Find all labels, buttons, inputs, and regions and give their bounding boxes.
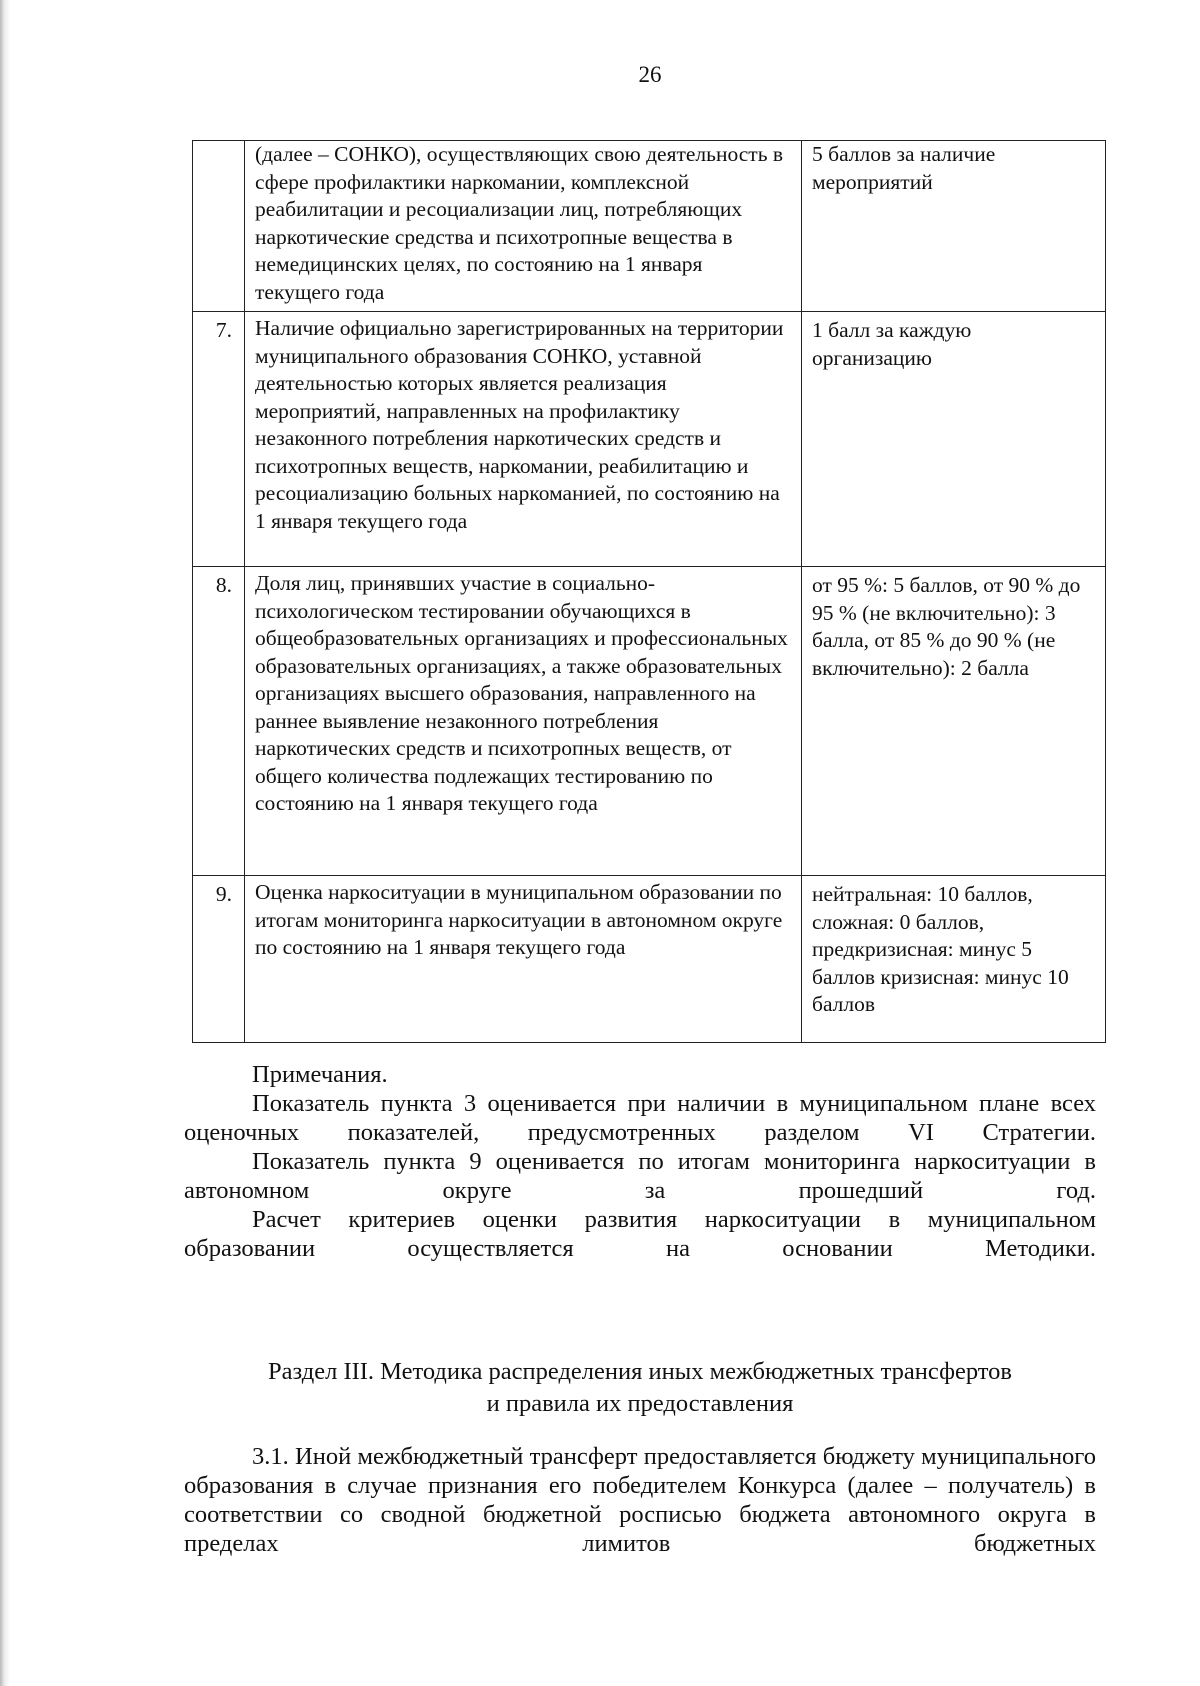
table-row (193, 876, 1106, 1043)
row-number: 9. (193, 876, 245, 1043)
row-number: 7. (193, 312, 245, 567)
row-number: 8. (193, 567, 245, 876)
score-cell: 1 балл за каждую организацию (802, 312, 1106, 567)
score-cell: 5 баллов за наличие мероприятий (802, 141, 1106, 312)
criterion-cell: Наличие официально зарегистрированных на территории муниципального образования СОНКО, уставной деятельностью которых является реализация мероприятий, направленных на профилактику незаконного потребления наркотических средств и психотропных веществ, наркомании, реабилитацию и ресоциализацию больных наркоманией, по состоянию на 1 января текущего года (245, 312, 802, 567)
table-row (193, 141, 1106, 312)
notes-block (184, 1060, 1096, 1263)
note-paragraph: Расчет критериев оценки развития наркоситуации в муниципальном образовании осуществляется на основании Методики. (184, 1206, 1096, 1262)
criteria-table (192, 140, 1106, 1043)
criterion-cell: Оценка наркоситуации в муниципальном образовании по итогам мониторинга наркоситуации в автономном округе по состоянию на 1 января текущего года (245, 876, 802, 1043)
section-title-line: Раздел III. Методика распределения иных межбюджетных трансфертов (268, 1358, 1012, 1385)
criterion-cell: (далее – СОНКО), осуществляющих свою деятельность в сфере профилактики наркомании, комплексной реабилитации и ресоциализации лиц, потребляющих наркотические средства и психотропные вещества в немедицинских целях, по состоянию на 1 января текущего года (245, 141, 802, 312)
section-title-line: и правила их предоставления (486, 1390, 794, 1417)
note-paragraph: Показатель пункта 9 оценивается по итогам мониторинга наркоситуации в автономном округе за прошедший год. (184, 1148, 1096, 1204)
page-number: 26 (638, 62, 662, 87)
note-paragraph: Показатель пункта 3 оценивается при наличии в муниципальном плане всех оценочных показателей, предусмотренных разделом VI Стратегии. (184, 1090, 1096, 1146)
score-cell: нейтральная: 10 баллов, сложная: 0 баллов, предкризисная: минус 5 баллов кризисная: минус 10 баллов (802, 876, 1106, 1043)
section-paragraph: 3.1. Иной межбюджетный трансферт предоставляется бюджету муниципального образования в случае признания его победителем Конкурса (далее – получатель) в соответствии со сводной бюджетной росписью бюджета автономного округа в пределах лимитов бюджетных (184, 1443, 1096, 1557)
table-row (193, 312, 1106, 567)
section-body (184, 1442, 1096, 1558)
criterion-cell: Доля лиц, принявших участие в социально-психологическом тестировании обучающихся в общеобразовательных организациях и профессиональных образовательных организациях, а также образовательных организациях высшего образования, направленного на раннее выявление незаконного потребления наркотических средств и психотропных веществ, от общего количества подлежащих тестированию по состоянию на 1 января текущего года (245, 567, 802, 876)
section-title (184, 1356, 1096, 1420)
row-number (193, 141, 245, 312)
score-cell: от 95 %: 5 баллов, от 90 % до 95 % (не включительно): 3 балла, от 85 % до 90 % (не включительно): 2 балла (802, 567, 1106, 876)
notes-heading: Примечания. (252, 1061, 388, 1088)
scan-edge-shadow (0, 0, 10, 1686)
table-row (193, 567, 1106, 876)
